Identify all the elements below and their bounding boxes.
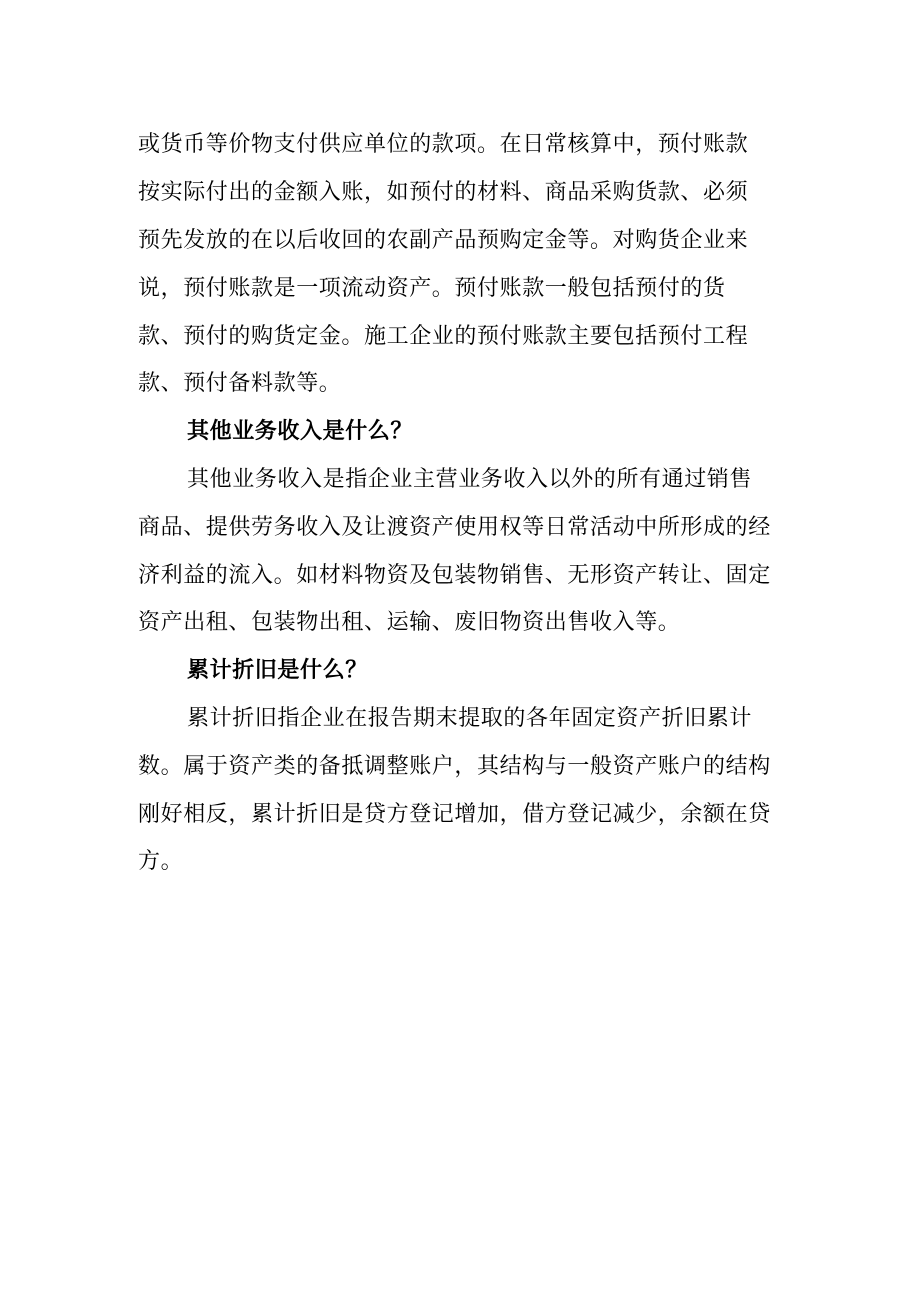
paragraph-1-line-4: 说，预付账款是一项流动资产。预付账款一般包括预付的货 [138, 276, 726, 301]
paragraph-1-line-6: 款、预付备料款等。 [138, 371, 342, 396]
paragraph-3-line-3: 刚好相反，累计折旧是贷方登记增加，借方登记减少，余额在贷 [138, 802, 771, 827]
paragraph-2-line-4: 资产出租、包装物出租、运输、废旧物资出售收入等。 [138, 610, 681, 635]
paragraph-2-line-2: 商品、提供劳务收入及让渡资产使用权等日常活动中所形成的经 [138, 515, 771, 540]
paragraph-3-line-1: 累计折旧指企业在报告期末提取的各年固定资产折旧累计 [187, 706, 753, 731]
section-heading-accumulated-depreciation: 累计折旧是什么？ [187, 658, 368, 683]
paragraph-1-line-5: 款、预付的购货定金。施工企业的预付账款主要包括预付工程 [138, 324, 749, 349]
paragraph-3-line-4: 方。 [138, 849, 184, 874]
paragraph-1-line-2: 按实际付出的金额入账，如预付的材料、商品采购货款、必须 [138, 180, 749, 205]
paragraph-1-line-3: 预先发放的在以后收回的农副产品预购定金等。对购货企业来 [138, 228, 749, 253]
paragraph-1-line-1: 或货币等价物支付供应单位的款项。在日常核算中，预付账款 [138, 132, 749, 157]
paragraph-2-line-1: 其他业务收入是指企业主营业务收入以外的所有通过销售 [187, 467, 753, 492]
section-heading-other-business-income: 其他业务收入是什么？ [187, 419, 414, 444]
paragraph-2-line-3: 济利益的流入。如材料物资及包装物销售、无形资产转让、固定 [138, 563, 771, 588]
paragraph-3-line-2: 数。属于资产类的备抵调整账户，其结构与一般资产账户的结构 [138, 754, 771, 779]
